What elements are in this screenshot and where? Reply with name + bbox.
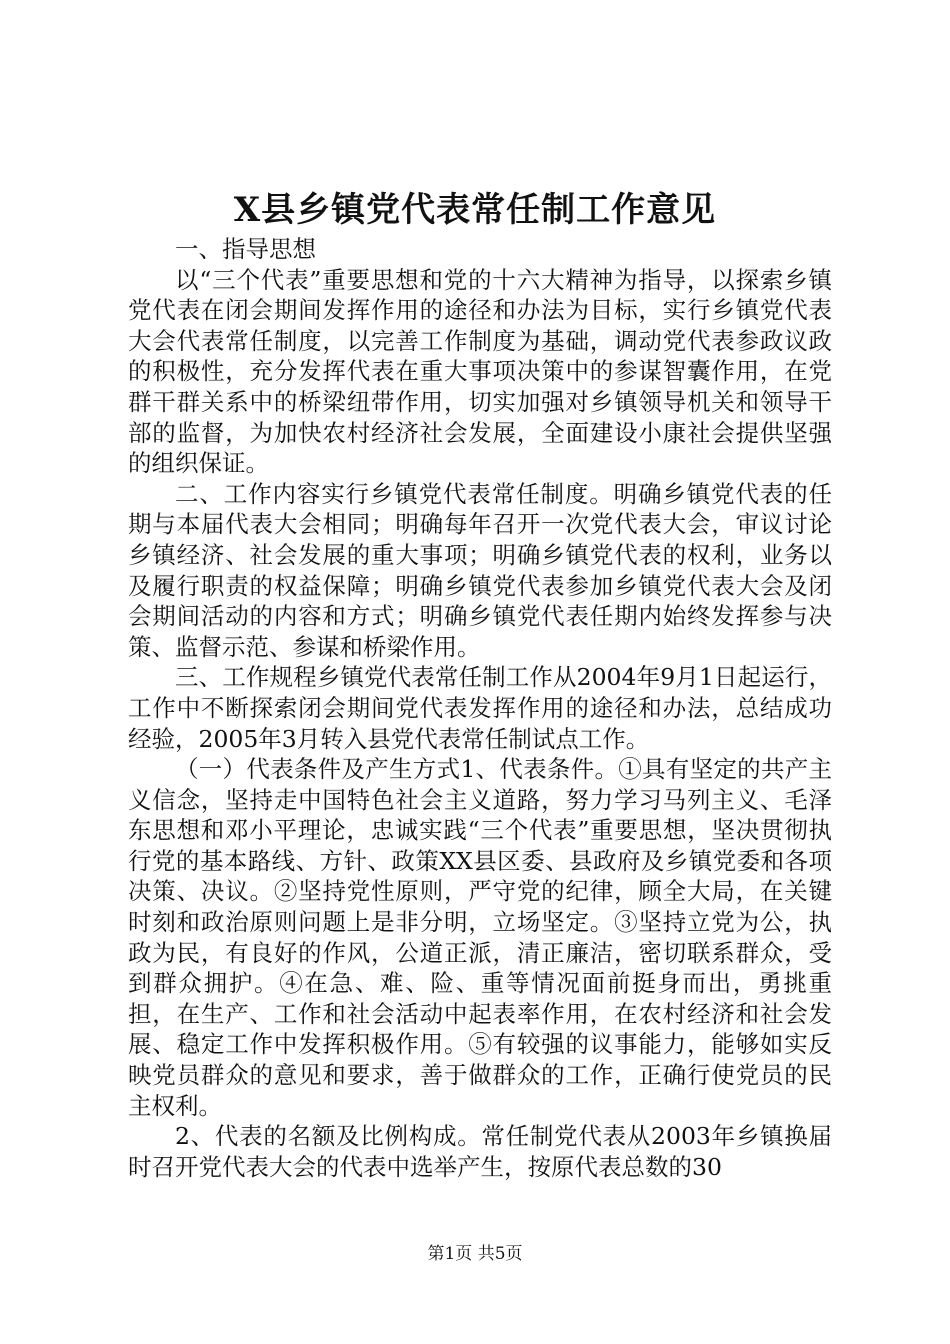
paragraph-representative-quota: 2、代表的名额及比例构成。常任制党代表从2003年乡镇换届时召开党代表大会的代表中选举产生，按原代表总数的30 (128, 1122, 832, 1181)
section-heading-guiding-ideology: 一、指导思想 (175, 235, 316, 263)
paragraph-work-procedure: 三、工作规程乡镇党代表常任制工作从2004年9月1日起运行，工作中不断探索闭会期间党代表发挥作用的途径和办法，总结成功经验，2005年3月转入县党代表常任制试点工作。 (128, 663, 832, 753)
paragraph-representative-conditions: （一）代表条件及产生方式1、代表条件。①具有坚定的共产主义信念，坚持走中国特色社会主义道路，努力学习马列主义、毛泽东思想和邓小平理论，忠诚实践“三个代表”重要思想，坚决贯彻执行党的基本路线、方针、政策XX县区委、县政府及乡镇党委和各项决策、决议。②坚持党性原则，严守党的纪律，顾全大局，在关键时刻和政治原则问题上是非分明，立场坚定。③坚持立党为公，执政为民，有良好的作风，公道正派，清正廉洁，密切联系群众，受到群众拥护。④在急、难、险、重等情况面前挺身而出，勇挑重担，在生产、工作和社会活动中起表率作用，在农村经济和社会发展、稳定工作中发挥积极作用。⑤有较强的议事能力，能够如实反映党员群众的意见和要求，善于做群众的工作，正确行使党员的民主权利。 (128, 755, 832, 1120)
document-body (128, 234, 832, 1182)
document-title: X县乡镇党代表常任制工作意见 (233, 190, 717, 230)
page-number-footer: 第1页 共5页 (427, 1244, 523, 1264)
paragraph-work-content: 二、工作内容实行乡镇党代表常任制度。明确乡镇党代表的任期与本届代表大会相同；明确每年召开一次党代表大会，审议讨论乡镇经济、社会发展的重大事项；明确乡镇党代表的权利，业务以及履行职责的权益保障；明确乡镇党代表参加乡镇党代表大会及闭会期间活动的内容和方式；明确乡镇党代表任期内始终发挥参与决策、监督示范、参谋和桥梁作用。 (128, 479, 832, 661)
paragraph-guiding-ideology: 以“三个代表”重要思想和党的十六大精神为指导，以探索乡镇党代表在闭会期间发挥作用的途径和办法为目标，实行乡镇党代表大会代表常任制度，以完善工作制度为基础，调动党代表参政议政的积极性，充分发挥代表在重大事项决策中的参谋智囊作用，在党群干群关系中的桥梁纽带作用，切实加强对乡镇领导机关和领导干部的监督，为加快农村经济社会发展，全面建设小康社会提供坚强的组织保证。 (128, 265, 832, 478)
